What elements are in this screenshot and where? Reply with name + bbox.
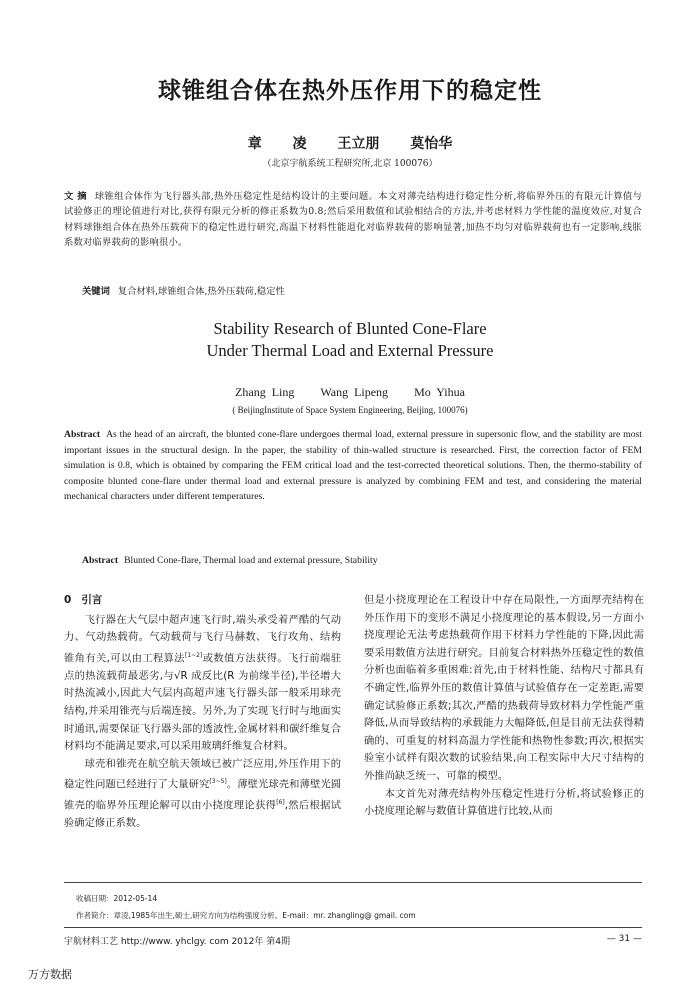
abstract-cn-text: 球锥组合体作为飞行器头部,热外压稳定性是结构设计的主要问题。本文对薄壳结构进行稳定性分析,将临界外压的有限元计算值与试验修正的理论值进行对比,获得有限元分析的修正系数为0.8;然后采用数值和试验相结合的方法,并考虑材料力学性能的温度效应,对复合材料球锥组合体在热外压载荷下的稳定性进行研究,高温下材料性能退化对临界载荷的影响显著,加热不均匀对临界载荷也有一定影响,线胀系数对临界载荷的影响很小。: [64, 191, 642, 249]
keywords-en: [82, 555, 642, 566]
journal-footer: [64, 934, 642, 947]
author-en-2: Wang Lipeng: [320, 385, 389, 399]
paper-title-en-line2: Under Thermal Load and External Pressure: [206, 341, 494, 360]
paragraph-text: ,然后根据试验确定修正系数。: [64, 799, 342, 830]
abstract-cn-label: 文 摘: [64, 191, 87, 202]
authors-cn: 章 凌 王立朋 莫怡华: [247, 136, 453, 152]
keywords-cn-text: 复合材料,球锥组合体,热外压载荷,稳定性: [117, 286, 285, 297]
paragraph: [64, 612, 341, 756]
journal-divider: [64, 927, 642, 928]
keywords-en-text: Blunted Cone-flare, Thermal load and external pressure, Stability: [124, 555, 378, 566]
citation: [3~5]: [209, 778, 227, 786]
paragraph: 本文首先对薄壳结构外压稳定性进行分析,将试验修正的小挠度理论解与数值计算值进行比较,从而: [364, 787, 644, 818]
received-date: 收稿日期：2012-05-14: [76, 894, 158, 903]
keywords-en-label: Abstract: [82, 555, 119, 566]
watermark: 万方数据: [28, 968, 72, 981]
affiliation-cn: （北京宇航系统工程研究所,北京 100076）: [262, 159, 438, 169]
journal-info: 宇航材料工艺 http://www. yhclgy. com 2012年 第4期: [64, 937, 290, 947]
section-number: 0: [64, 594, 72, 606]
body-column-left: [64, 592, 341, 833]
author-bio: 作者简介：章凌,1985年出生,硕士,研究方向为结构强度分析。E-mail：mr. zhangling@ gmail. com: [76, 911, 416, 920]
abstract-en-text: As the head of an aircraft, the blunted cone-flare undergoes thermal load, external pressure in supersonic flow, and the stability are most important issues in the structural design. In the paper, the stability of thin-walled structure is researched. First, the correction factor of FEM simulation is 0.8, which is obtained by comparing the FEM critical load and the test-corrected theoretical solutions. Then, the thermo-stability of composite blunted cone-flare under thermal load and external pressure is analyzed by combining FEM and test, and considering the material mechanical characters under different temperatures.: [64, 429, 642, 502]
paper-title-en: [0, 318, 700, 362]
abstract-cn: [64, 189, 642, 251]
paragraph-text: 球壳和锥壳在航空航天领域已被广泛应用,外压作用下的稳定性问题已经进行了大量研究: [64, 757, 341, 791]
paragraph-text: 飞行器在大气层中超声速飞行时,端头承受着严酷的气动力、气动热载荷。气动载荷与飞行马赫数、飞行攻角、结构锥角有关,可以由工程算法: [64, 613, 341, 665]
paper-title-cn: 球锥组合体在热外压作用下的稳定性: [158, 78, 542, 104]
paragraph: 但是小挠度理论在工程设计中存在局限性,一方面厚壳结构在外压作用下的变形不满足小挠度理论的基本假设,另一方面小挠度理论无法考虑热载荷作用下材料力学性能的下降,因此需要采用数值方法进行研究。目前复合材料热外压稳定性的数值分析也面临着多重困难:首先,由于材料性能、结构尺寸都具有不确定性,临界外压的数值计算值与试验值存在一定差距,需要确定试验修正系数;其次,严酷的热载荷导致材料力学性能严重降低,从而导致结构的承载能力大幅降低,但是目前无法获得精确的、可重复的材料高温力学性能和热物性参数;再次,根据实验室小试样有限次数的试验结果,向工程实际中大尺寸结构的外推尚缺乏统一、可靠的模型。: [364, 594, 644, 782]
paragraph-text: 。薄壁光球壳和薄壁光圆锥壳的临界外压理论解可以由小挠度理论获得: [64, 778, 342, 812]
paragraph-text: 或数值方法获得。飞行前端驻点的热流载荷最恶劣,与√R 成反比(R 为前缘半径),半径增大时热流减小,因此大气层内高超声速飞行器头部一般采用球壳结构,并采用锥壳与后端连接。另外,为了实现飞行时与地面实时通讯,需要保证飞行器头部的透波性,金属材料和碳纤维复合材料均不能满足要求,可以采用玻璃纤维复合材料。: [64, 652, 341, 753]
abstract-en: [64, 427, 642, 505]
keywords-cn-label: 关键词: [82, 286, 110, 297]
citation: [1~2]: [184, 651, 203, 659]
citation: [6]: [276, 799, 285, 807]
paper-title-en-line1: Stability Research of Blunted Cone-Flare: [213, 319, 487, 338]
section-heading: [64, 592, 341, 610]
paragraph: [64, 756, 341, 833]
page-number: — 31 —: [606, 934, 642, 944]
authors-en: [0, 385, 700, 400]
author-en-3: Mo Yihua: [414, 385, 465, 399]
footnote-divider: [64, 882, 642, 883]
affiliation-en: ( BeijingInstitute of Space System Engineering, Beijing, 100076): [232, 405, 468, 415]
section-title: 引言: [81, 594, 103, 606]
keywords-cn: [82, 283, 642, 297]
footnotes: [76, 890, 636, 924]
abstract-en-label: Abstract: [64, 429, 101, 440]
author-en-1: Zhang Ling: [235, 385, 295, 399]
body-column-right: [364, 592, 644, 821]
